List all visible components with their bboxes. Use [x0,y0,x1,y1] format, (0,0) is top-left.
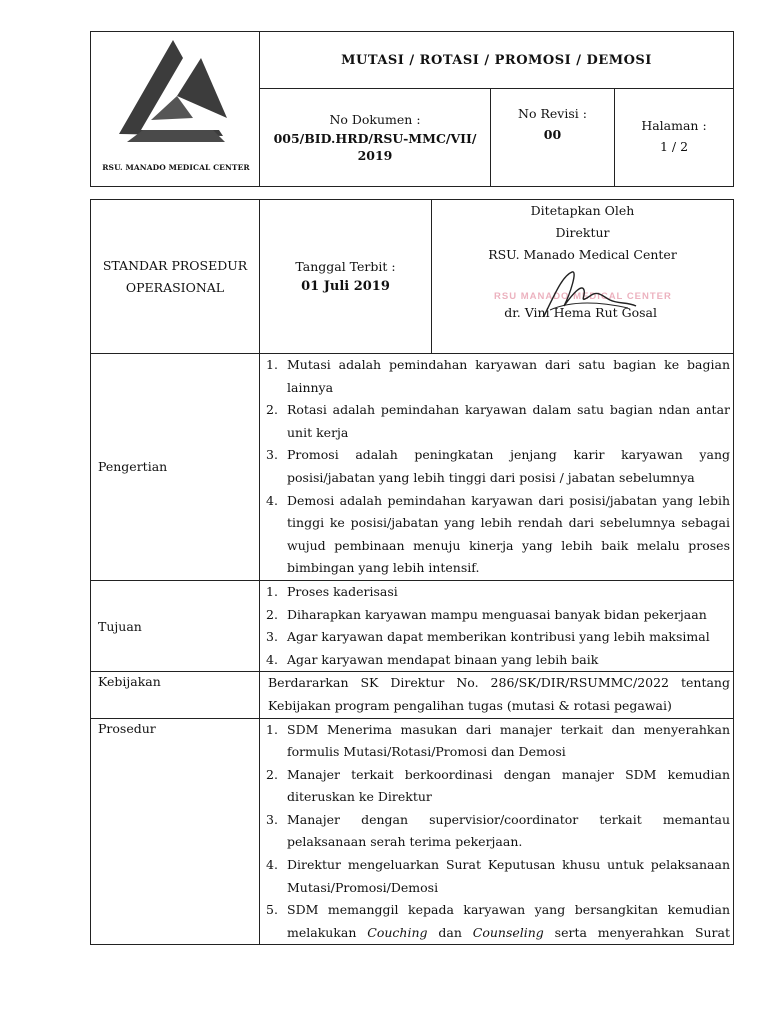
tanggal-terbit-cell [260,200,432,354]
kebijakan-row [91,672,734,718]
pengertian-label: Pengertian [91,354,260,581]
stamp-text: RSU MANADO MEDICAL CENTER [494,291,672,302]
list-item: 3. Manajer dengan supervisior/coordinator terkait memantau pelaksanaan serah terima pekerjaan. [266,811,730,850]
list-item: 2. Manajer terkait berkoordinasi dengan manajer SDM kemudian diteruskan ke Direktur [266,766,730,805]
no-revisi-label: No Revisi : [518,106,587,121]
list-item: 1. SDM Menerima masukan dari manajer terkait dan menyerahkan formulis Mutasi/Rotasi/Promosi dan Demosi [266,721,730,760]
kebijakan-text: Berdararkan SK Direktur No. 286/SK/DIR/RSUMMC/2022 tentang Kebijakan program pengalihan tugas (mutasi & rotasi pegawai) [268,675,730,713]
pengertian-content [260,354,734,581]
prosedur-row [91,718,734,945]
kebijakan-content [260,672,734,718]
tanggal-terbit-value: 01 Juli 2019 [301,278,390,294]
no-dokumen-label: No Dokumen : [329,112,421,127]
list-item: 5. SDM memanggil kepada karyawan yang bersangkitan kemudian melakukan Couching dan Counseling serta menyerahkan Surat [266,902,731,940]
list-item: 4. Direktur mengeluarkan Surat Keputusan khusu untuk pelaksanaan Mutasi/Promosi/Demosi [266,857,730,895]
signature-area [432,266,733,324]
list-item: 3. Promosi adalah peningkatan jenjang karir karyawan yang posisi/jabatan yang lebih tinggi dari posisi / jabatan sebelumnya [266,447,730,485]
logo-cell [91,32,260,187]
prosedur-label: Prosedur [91,718,260,945]
kebijakan-label: Kebijakan [91,672,260,718]
sop-label-line1: STANDAR PROSEDUR [102,257,248,273]
no-dokumen-cell [260,89,491,187]
signatory-name: dr. Vini Hema Rut Gosal [504,305,657,320]
no-revisi-cell [491,89,615,187]
ditetapkan-oleh: Ditetapkan Oleh [530,203,635,218]
prosedur-list [266,719,730,945]
pengertian-row [91,354,734,581]
document-title: MUTASI / ROTASI / PROMOSI / DEMOSI [260,32,734,89]
halaman-value: 1 / 2 [659,139,689,154]
hospital-caption: RSU. MANADO MEDICAL CENTER [102,163,250,172]
document-header [90,31,734,187]
sop-table [90,199,734,945]
list-item: 4. Demosi adalah pemindahan karyawan dari posisi/jabatan yang lebih tinggi ke posisi/jabatan yang lebih rendah dari sebelumnya sebagai wujud pembinaan menuju kinerja yang lebih baik melalu proses bimbingan yang lebih intensif. [266,492,730,576]
list-item: 4. Agar karyawan mendapat binaan yang lebih baik [266,651,599,667]
approval-cell [432,200,734,354]
prosedur-content [260,718,734,945]
list-item: 1. Mutasi adalah pemindahan karyawan dari satu bagian ke bagian lainnya [266,357,730,395]
pengertian-list [266,354,730,580]
list-item: 1. Proses kaderisasi [266,583,398,599]
list-item: 2. Diharapkan karyawan mampu menguasai banyak bidan pekerjaan [266,606,707,622]
sop-label-cell [91,200,260,354]
sop-label-line2: OPERASIONAL [125,279,225,295]
jabatan-direktur: Direktur [555,225,610,240]
tanggal-terbit-label: Tanggal Terbit : [295,258,396,274]
no-revisi-value: 00 [543,127,562,142]
list-item: 2. Rotasi adalah pemindahan karyawan dalam satu bagian ndan antar unit kerja [266,402,730,440]
list-item: 3. Agar karyawan dapat memberikan kontribusi yang lebih maksimal [266,629,710,645]
tujuan-label: Tujuan [91,580,260,671]
tujuan-list [266,581,730,671]
no-dokumen-value: 005/BID.HRD/RSU-MMC/VII/ 2019 [273,131,477,163]
halaman-label: Halaman : [641,118,707,133]
hospital-logo [91,32,260,182]
tujuan-content [260,580,734,671]
tujuan-row [91,580,734,671]
institusi-name: RSU. Manado Medical Center [488,247,677,262]
halaman-cell [615,89,734,187]
